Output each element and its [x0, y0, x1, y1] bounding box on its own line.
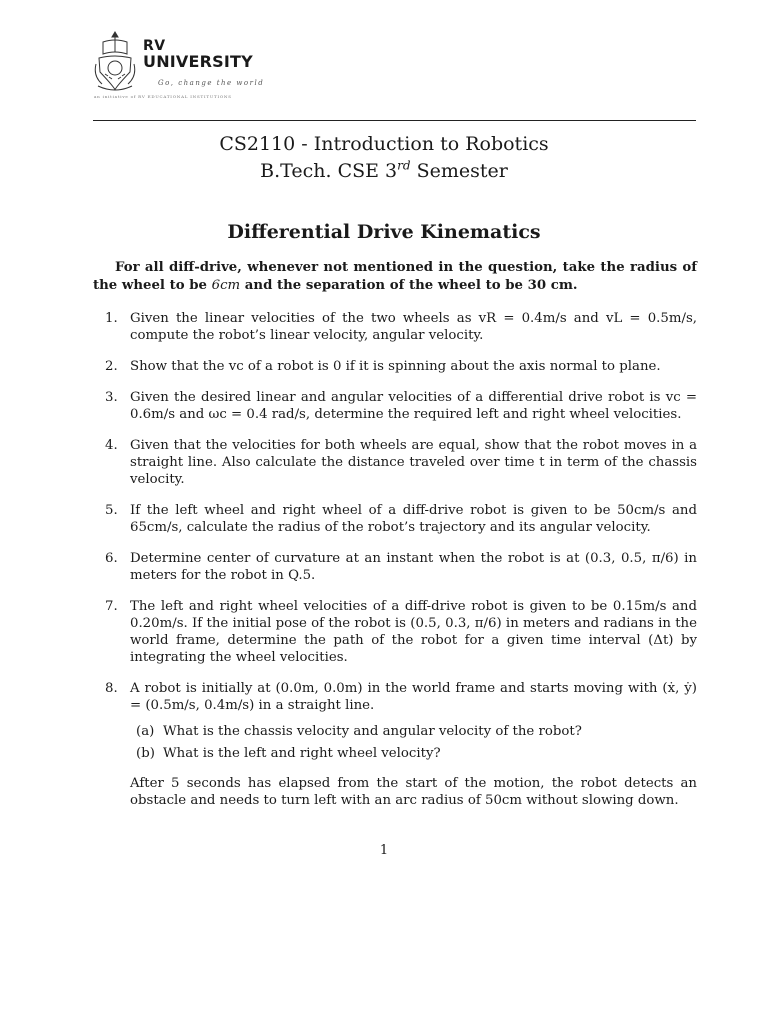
- subquestion-label: (b): [136, 746, 155, 761]
- subquestion-item: [130, 723, 697, 740]
- instruction-paragraph: [93, 259, 697, 295]
- question-item: [93, 437, 697, 488]
- instruction-part2: and the separation of the wheel to be 30 cm.: [240, 278, 578, 293]
- logo-name-rv: RV: [143, 38, 166, 54]
- logo-name-university: UNIVERSITY: [143, 52, 253, 71]
- question-item: [93, 598, 697, 666]
- question-number: 3.: [105, 390, 118, 405]
- instruction-radius: 6cm: [211, 278, 241, 293]
- semester-superscript: rd: [397, 158, 411, 173]
- q8-subquestion-list: [130, 723, 697, 762]
- subquestion-text: What is the left and right wheel velocity?: [163, 746, 441, 761]
- logo-tagline: Go, change the world: [158, 79, 265, 87]
- question-number: 5.: [105, 503, 118, 518]
- university-emblem-icon: [92, 28, 138, 96]
- subquestion-text: What is the chassis velocity and angular velocity of the robot?: [163, 724, 582, 739]
- question-text: Show that the vc of a robot is 0 if it is spinning about the axis normal to plane.: [130, 359, 661, 374]
- question-number: 6.: [105, 551, 118, 566]
- semester-prefix: B.Tech. CSE 3: [260, 160, 398, 182]
- question-text: A robot is initially at (0.0m, 0.0m) in the world frame and starts moving with (ẋ, ẏ) = (0.5m/s, 0.4m/s) in a straight line.: [130, 681, 697, 713]
- semester-line: [0, 159, 768, 183]
- question-text: If the left wheel and right wheel of a diff-drive robot is given to be 50cm/s and 65cm/s, calculate the radius of the robot’s trajectory and its angular velocity.: [130, 503, 697, 535]
- document-title: Differential Drive Kinematics: [227, 221, 541, 243]
- subquestion-label: (a): [136, 724, 155, 739]
- university-logo: [92, 28, 265, 108]
- question-item: [93, 358, 697, 375]
- logo-subline: an initiative of RV EDUCATIONAL INSTITUTIONS: [94, 94, 232, 99]
- question-number: 7.: [105, 599, 118, 614]
- question-number: 2.: [105, 359, 118, 374]
- header-divider: [93, 120, 696, 121]
- question-item: [93, 550, 697, 584]
- q8-followup-paragraph: After 5 seconds has elapsed from the start of the motion, the robot detects an obstacle and needs to turn left with an arc radius of 50cm without slowing down.: [130, 776, 697, 808]
- question-item: [93, 389, 697, 423]
- question-item: [93, 680, 697, 809]
- question-item: [93, 502, 697, 536]
- course-title: CS2110 - Introduction to Robotics: [219, 133, 549, 155]
- semester-suffix: Semester: [410, 160, 508, 182]
- question-text: Given the desired linear and angular velocities of a differential drive robot is vc = 0.6m/s and ωc = 0.4 rad/s, determine the required left and right wheel velocities.: [130, 390, 697, 422]
- question-number: 1.: [105, 311, 118, 326]
- question-text: Given the linear velocities of the two wheels as vR = 0.4m/s and vL = 0.5m/s, compute the robot’s linear velocity, angular velocity.: [130, 311, 697, 343]
- question-text: Given that the velocities for both wheels are equal, show that the robot moves in a straight line. Also calculate the distance traveled over time t in term of the chassis velocity.: [130, 438, 697, 487]
- question-item: [93, 310, 697, 344]
- question-number: 4.: [105, 438, 118, 453]
- question-text: The left and right wheel velocities of a diff-drive robot is given to be 0.15m/s and 0.20m/s. If the initial pose of the robot is (0.5, 0.3, π/6) in meters and radians in the world frame, determine the path of the robot for a given time interval (Δt) by integrating the wheel velocities.: [130, 599, 697, 665]
- question-list: [93, 310, 697, 823]
- question-text: Determine center of curvature at an instant when the robot is at (0.3, 0.5, π/6) in meters for the robot in Q.5.: [130, 551, 697, 583]
- question-number: 8.: [105, 681, 118, 696]
- instruction-part1: For all diff-drive, whenever not mentioned in the question, take the radius of the wheel to be: [93, 260, 697, 293]
- subquestion-item: [130, 745, 697, 762]
- page-number: 1: [379, 843, 389, 858]
